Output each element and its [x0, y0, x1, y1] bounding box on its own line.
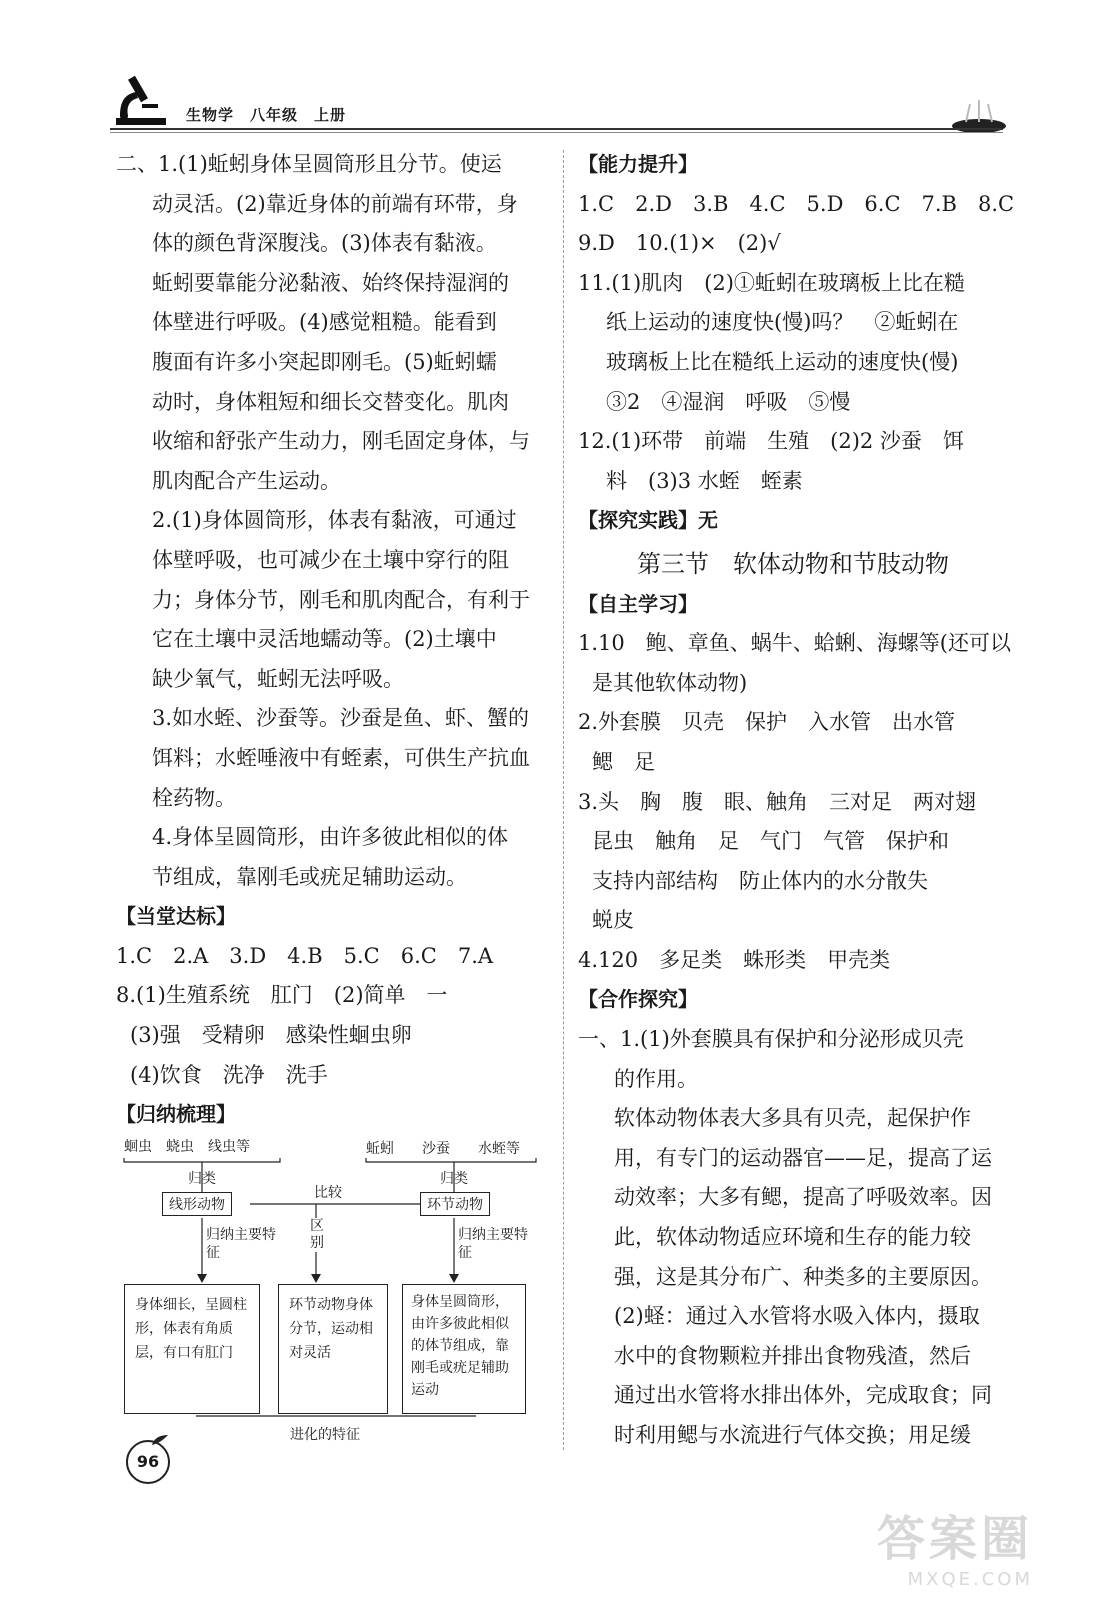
microscope-icon: [112, 72, 172, 128]
left-column-line: 8.(1)生殖系统 肛门 (2)简单 一: [116, 983, 448, 1008]
diagram-box-mid: 环节动物身体分节，运动相对灵活: [278, 1284, 388, 1414]
left-column-line: 4.身体呈圆筒形，由许多彼此相似的体: [152, 825, 509, 850]
left-column-line: 它在土壤中灵活地蠕动等。(2)土壤中: [152, 627, 497, 652]
right-column-line: 纸上运动的速度快(慢)吗？ ②蚯蚓在: [606, 310, 959, 335]
left-column-line: 体壁呼吸，也可减少在土壤中穿行的阻: [152, 547, 509, 572]
right-column-line: 2.外套膜 贝壳 保护 入水管 出水管: [578, 710, 956, 735]
left-column-line: 2.(1)身体圆筒形，体表有黏液，可通过: [152, 508, 517, 533]
left-column-line: 腹面有许多小突起即刚毛。(5)蚯蚓蠕: [152, 349, 497, 374]
right-column-line: 软体动物体表大多具有贝壳，起保护作: [614, 1106, 971, 1131]
page-number: 96: [126, 1440, 170, 1484]
right-column-line: 一、1.(1)外套膜具有保护和分泌形成贝壳: [578, 1027, 964, 1052]
left-column-line: 动时，身体粗短和细长交替变化。肌肉: [152, 389, 509, 414]
left-column-line: 力；身体分节，刚毛和肌肉配合，有利于: [152, 587, 530, 612]
diagram-classify-right: 归类: [440, 1171, 468, 1187]
watermark-logo: 答案圈: [876, 1511, 1033, 1567]
right-column-line: 1.C 2.D 3.B 4.C 5.D 6.C 7.B 8.C: [578, 191, 1015, 216]
right-column-line: ③2 ④湿润 呼吸 ⑤慢: [606, 389, 851, 414]
left-column-line: 栓药物。: [152, 785, 236, 810]
left-column-line: (4)饮食 洗净 洗手: [130, 1062, 328, 1087]
right-column-line: 9.D 10.(1)× (2)√: [578, 231, 781, 256]
right-column-line: 是其他软体动物): [592, 670, 748, 695]
header-title: 生物学 八年级 上册: [186, 106, 347, 124]
right-column-line: 第三节 软体动物和节肢动物: [637, 549, 949, 578]
left-column-line: 体的颜色背深腹浅。(3)体表有黏液。: [152, 231, 497, 256]
right-column-line: 11.(1)肌肉 (2)①蚯蚓在玻璃板上比在糙: [578, 270, 965, 295]
right-column-line: 【能力提升】: [578, 152, 698, 176]
left-column-line: 动灵活。(2)靠近身体的前端有环带，身: [152, 191, 518, 216]
summary-diagram: [116, 1128, 556, 1448]
diagram-right-class: 环节动物: [420, 1192, 490, 1216]
right-column-line: 水中的食物颗粒并排出食物残渣，然后: [614, 1343, 971, 1368]
right-column-line: 4.120 多足类 蛛形类 甲壳类: [578, 947, 891, 972]
left-column-line: 【当堂达标】: [116, 904, 236, 929]
right-column-line: 12.(1)环带 前端 生殖 (2)2 沙蚕 饵: [578, 429, 964, 454]
right-column-line: 【合作探究】: [578, 987, 698, 1012]
right-column-line: 蜕皮: [592, 908, 634, 933]
right-column-line: 用，有专门的运动器官——足，提高了运: [614, 1145, 992, 1170]
right-column-line: 鳃 足: [592, 749, 655, 774]
left-column-line: 缺少氧气，蚯蚓无法呼吸。: [152, 666, 404, 691]
left-column-line: 3.如水蛭、沙蚕等。沙蚕是鱼、虾、蟹的: [152, 706, 530, 731]
left-column-line: (3)强 受精卵 感染性蛔虫卵: [130, 1023, 412, 1048]
right-column-line: 支持内部结构 防止体内的水分散失: [592, 868, 928, 893]
right-column-line: 的作用。: [614, 1066, 698, 1091]
right-column-line: 动效率；大多有鳃，提高了呼吸效率。因: [614, 1185, 992, 1210]
right-column-line: 此，软体动物适应环境和生存的能力较: [614, 1225, 971, 1250]
diagram-left-group: 蛔虫 蛲虫 线虫等: [124, 1139, 250, 1155]
diagram-summary-right: 归纳主要特征: [458, 1227, 528, 1261]
right-column: [578, 145, 1015, 1456]
left-column-line: 二、1.(1)蚯蚓身体呈圆筒形且分节。使运: [116, 152, 502, 176]
diagram-left-class: 线形动物: [162, 1192, 232, 1216]
diagram-caption: 进化的特征: [290, 1427, 360, 1443]
right-column-line: 1.10 鲍、章鱼、蜗牛、蛤蜊、海螺等(还可以: [578, 631, 1011, 656]
left-column-line: 收缩和舒张产生动力，刚毛固定身体，与: [152, 429, 530, 454]
left-column-line: 节组成，靠刚毛或疣足辅助运动。: [152, 864, 467, 889]
diagram-right-group: 蚯蚓 沙蚕 水蛭等: [366, 1141, 520, 1157]
diagram-box-left: 身体细长，呈圆柱形，体表有角质层，有口有肛门: [124, 1284, 260, 1414]
left-column: [116, 145, 556, 1135]
diagram-classify-left: 归类: [188, 1171, 216, 1187]
header-rule-thin: [110, 132, 1003, 133]
right-column-line: 昆虫 触角 足 气门 气管 保护和: [592, 829, 949, 854]
watermark: [877, 1500, 1033, 1590]
left-column-line: 体壁进行呼吸。(4)感觉粗糙。能看到: [152, 310, 497, 335]
apple-icon: [150, 1432, 170, 1446]
right-column-line: 【自主学习】: [578, 591, 698, 616]
diagram-difference: 区别: [310, 1218, 324, 1251]
right-column-line: (2)蛏：通过入水管将水吸入体内，摄取: [614, 1304, 980, 1329]
left-column-line: 蚯蚓要靠能分泌黏液、始终保持湿润的: [152, 270, 509, 295]
diagram-compare: 比较: [314, 1185, 342, 1201]
header-rule: [110, 128, 1003, 130]
right-column-line: 时利用鳃与水流进行气体交换；用足缓: [614, 1423, 971, 1447]
watermark-url: MXQE.COM: [907, 1569, 1033, 1590]
left-column-line: 【归纳梳理】: [116, 1102, 236, 1127]
left-column-line: 肌肉配合产生运动。: [152, 468, 341, 493]
right-column-line: 玻璃板上比在糙纸上运动的速度快(慢): [606, 349, 959, 374]
right-column-line: 强，这是其分布广、种类多的主要原因。: [614, 1264, 992, 1289]
column-divider: [563, 150, 564, 1450]
diagram-box-right: 身体呈圆筒形，由许多彼此相似的体节组成，靠刚毛或疣足辅助运动: [402, 1284, 526, 1414]
right-column-line: 通过出水管将水排出体外，完成取食；同: [614, 1383, 992, 1408]
left-column-line: 1.C 2.A 3.D 4.B 5.C 6.C 7.A: [116, 943, 494, 968]
right-column-line: 3.头 胸 腹 眼、触角 三对足 两对翅: [578, 789, 977, 814]
right-column-line: 【探究实践】无: [578, 508, 718, 533]
diagram-summary-left: 归纳主要特征: [206, 1227, 276, 1261]
right-column-line: 料 (3)3 水蛭 蛭素: [606, 468, 803, 493]
left-column-line: 饵料；水蛭唾液中有蛭素，可供生产抗血: [152, 745, 530, 770]
